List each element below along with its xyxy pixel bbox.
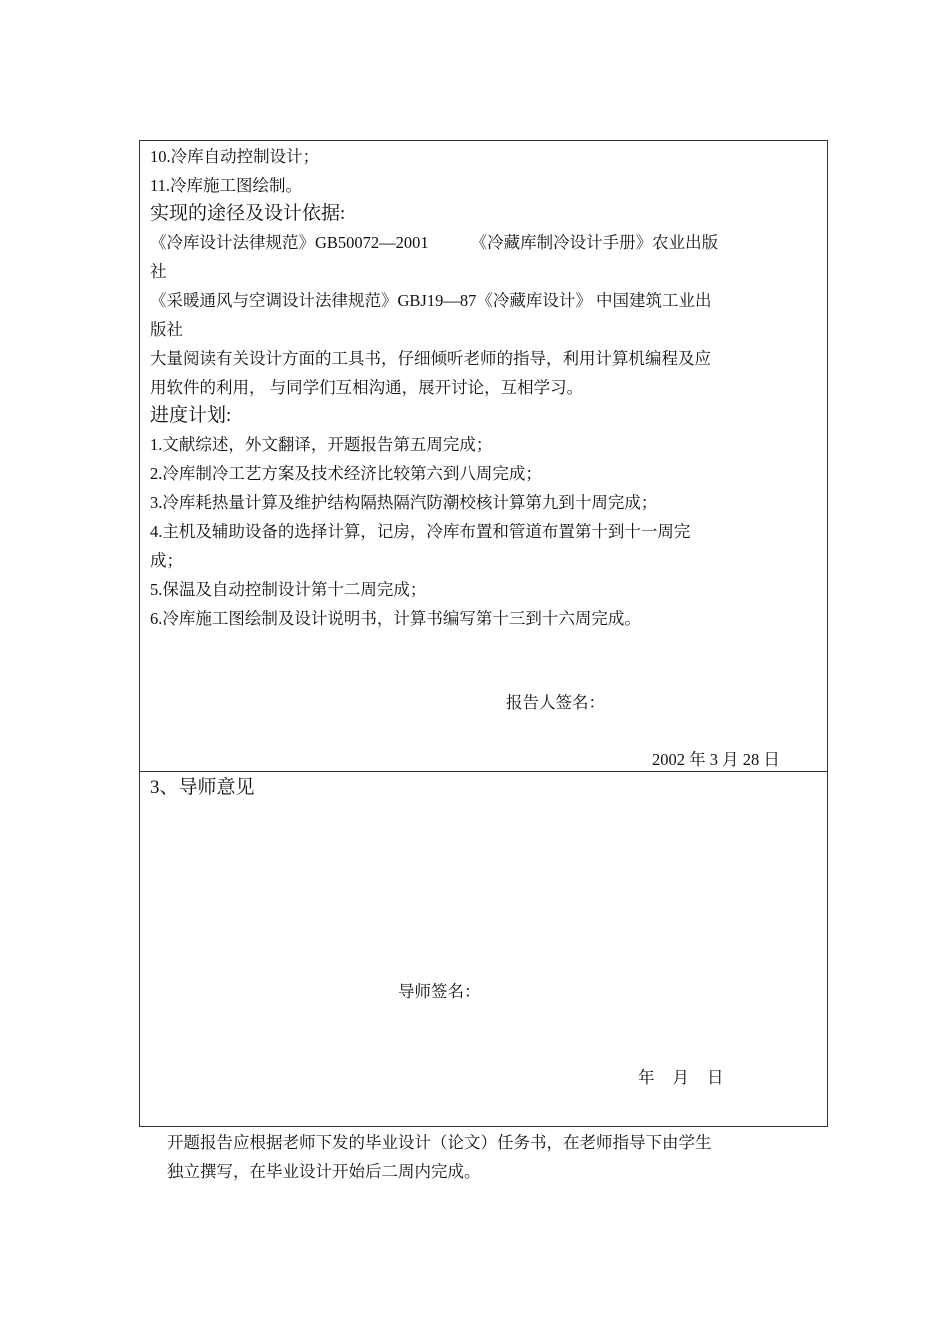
design-item-11: 11.冷库施工图绘制。 [150, 176, 303, 195]
schedule-item: 3.冷库耗热量计算及维护结构隔热隔汽防潮校核计算第九到十周完成； [150, 493, 658, 512]
footnote-line: 开题报告应根据老师下发的毕业设计（论文）任务书，在老师指导下由学生 [167, 1133, 712, 1152]
schedule-item: 1.文献综述，外文翻译，开题报告第五周完成； [150, 435, 493, 454]
schedule-item: 6.冷库施工图绘制及设计说明书，计算书编写第十三到十六周完成。 [150, 609, 641, 628]
basis-heading: 实现的途径及设计依据: [150, 203, 346, 224]
reference-2: 《冷藏库制冷设计手册》农业出版 [470, 233, 719, 252]
footnote-line: 独立撰写，在毕业设计开始后二周内完成。 [167, 1162, 481, 1181]
section-divider [140, 771, 827, 772]
schedule-heading: 进度计划: [150, 405, 232, 426]
date-month: 月 [672, 1068, 689, 1087]
reference-3-continuation: 版社 [150, 320, 183, 339]
schedule-item: 4.主机及辅助设备的选择计算，记房，冷库布置和管道布置第十到十一周完 [150, 522, 691, 541]
design-item-10: 10.冷库自动控制设计； [150, 147, 320, 166]
reference-2-continuation: 社 [150, 262, 167, 281]
advisor-opinion-heading: 3、导师意见 [150, 777, 255, 798]
advisor-signature-label: 导师签名： [398, 982, 481, 1001]
schedule-item: 5.保温及自动控制设计第十二周完成； [150, 580, 427, 599]
report-date: 2002 年 3 月 28 日 [652, 750, 780, 769]
advisor-date-placeholder [638, 1064, 724, 1088]
report-form-table [139, 140, 828, 1127]
reference-1: 《冷库设计法律规范》GB50072—2001 [150, 233, 429, 252]
method-text-line: 大量阅读有关设计方面的工具书，仔细倾听老师的指导，利用计算机编程及应 [150, 349, 711, 368]
schedule-item: 2.冷库制冷工艺方案及技术经济比较第六到八周完成； [150, 464, 542, 483]
schedule-item: 成； [150, 551, 183, 570]
reporter-signature-label: 报告人签名： [506, 693, 605, 712]
method-text-line: 用软件的利用， 与同学们互相沟通，展开讨论，互相学习。 [150, 378, 584, 397]
date-day: 日 [707, 1068, 724, 1087]
reference-3: 《采暖通风与空调设计法律规范》GBJ19—87《冷藏库设计》 中国建筑工业出 [150, 291, 712, 310]
date-year: 年 [638, 1068, 655, 1087]
reference-line-1 [150, 228, 718, 257]
